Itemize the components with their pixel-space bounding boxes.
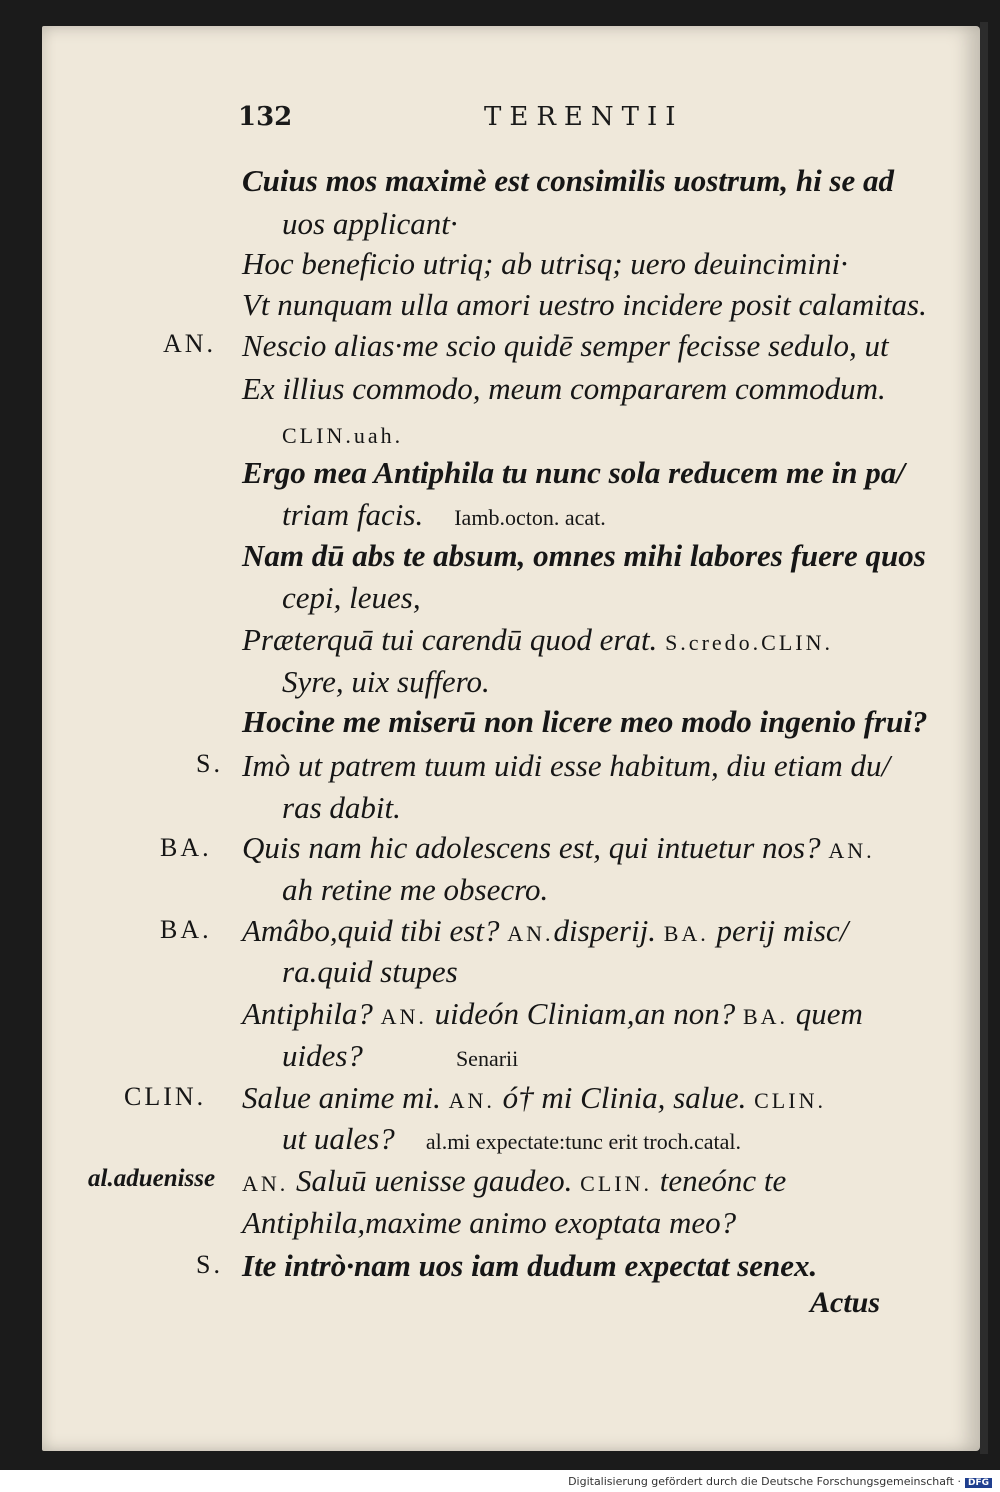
speaker-label: BA. [160, 915, 212, 944]
dfg-logo: DFG [965, 1478, 992, 1488]
page-edge [980, 22, 988, 1454]
catchword: Actus [810, 1286, 881, 1319]
speaker-label: CLIN. [124, 1082, 207, 1111]
text-line: ah retine me obsecro. [282, 872, 549, 907]
text-line: uides? Senarii [282, 1038, 519, 1073]
text-line: Vt nunquam ulla amori uestro incidere posit calamitas. [242, 287, 927, 322]
text-line: Ergo mea Antiphila tu nunc sola reducem me in pa/ [242, 455, 905, 490]
text-line: ras dabit. [282, 790, 401, 825]
text-line: Hocine me miserū non licere meo modo ingenio frui? [242, 704, 928, 739]
text-line: Salue anime mi. AN. ó† mi Clinia, salue. CLIN. [242, 1080, 826, 1115]
margin-note: al.aduenisse [88, 1165, 216, 1192]
speaker-label: BA. [160, 833, 212, 862]
digitization-credit [568, 1475, 992, 1488]
credit-text: Digitalisierung gefördert durch die Deutsche Forschungsgemeinschaft · [568, 1475, 961, 1488]
text-line: Præterquā tui carendū quod erat. S.credo.CLIN. [242, 622, 833, 657]
text-line: Nescio alias·me scio quidē semper fecisse sedulo, ut [242, 328, 889, 363]
running-title: TERENTII [484, 102, 684, 132]
text-line: triam facis. Iamb.octon. acat. [282, 497, 606, 532]
text-line: uos applicant· [282, 206, 458, 241]
text-line: CLIN.uah. [282, 423, 404, 448]
text-line: ra.quid stupes [282, 954, 458, 989]
speaker-label: S. [196, 749, 223, 778]
text-line: Quis nam hic adolescens est, qui intuetur nos? AN. [242, 830, 875, 865]
speaker-label: AN. [163, 329, 217, 358]
page-number: 132 [238, 102, 293, 132]
text-line: Hoc beneficio utriq; ab utrisq; uero deuincimini· [242, 246, 848, 281]
text-line: Cuius mos maximè est consimilis uostrum, hi se ad [242, 163, 894, 198]
text-line: Ite intrò·nam uos iam dudum expectat senex. [242, 1248, 818, 1283]
text-line: Ex illius commodo, meum compararem commodum. [242, 371, 886, 406]
text-line: Nam dū abs te absum, omnes mihi labores fuere quos [242, 538, 926, 573]
text-line: Imò ut patrem tuum uidi esse habitum, diu etiam du/ [242, 748, 891, 783]
text-line: Syre, uix suffero. [282, 664, 490, 699]
text-line: ut uales? al.mi expectate:tunc erit troch.catal. [282, 1121, 741, 1156]
speaker-label: S. [196, 1250, 223, 1279]
text-line: Antiphila? AN. uideón Cliniam,an non? BA. quem [242, 996, 863, 1031]
text-line: cepi, leues, [282, 580, 421, 615]
text-line: AN. Saluū uenisse gaudeo. CLIN. teneónc te [242, 1163, 787, 1198]
text-line: Antiphila,maxime animo exoptata meo? [242, 1205, 737, 1240]
text-line: Amâbo,quid tibi est? AN.disperij. BA. perij misc/ [242, 913, 849, 948]
